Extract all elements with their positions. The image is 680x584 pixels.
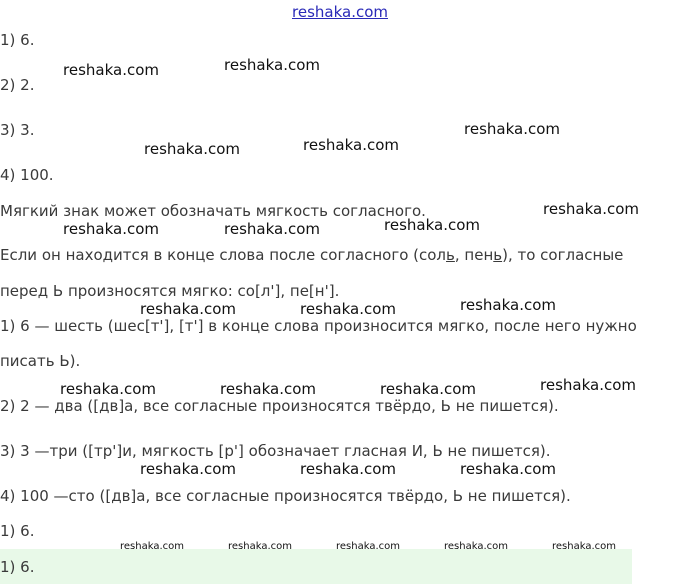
answer-highlight	[0, 549, 632, 584]
watermark: reshaka.com	[300, 460, 396, 478]
watermark-small: reshaka.com	[444, 541, 508, 552]
watermark: reshaka.com	[300, 300, 396, 318]
watermark: reshaka.com	[140, 300, 236, 318]
watermark: reshaka.com	[224, 220, 320, 238]
analysis-4: 4) 100 —сто ([дв]а, все согласные произносятся твёрдо, Ь не пишется).	[0, 487, 571, 505]
watermark-top[interactable]: reshaka.com	[292, 3, 388, 21]
analysis-1-line1: 1) 6 — шесть (шес[т'], [т'] в конце слова произносится мягко, после него нужно	[0, 317, 637, 335]
explanation-intro: Мягкий знак может обозначать мягкость согласного.	[0, 202, 426, 220]
watermark: reshaka.com	[380, 380, 476, 398]
soft-sign-underlined: ь	[446, 246, 455, 264]
watermark: reshaka.com	[60, 380, 156, 398]
watermark: reshaka.com	[460, 460, 556, 478]
rule-part-e: ), то согласные	[502, 246, 624, 264]
watermark: reshaka.com	[464, 120, 560, 138]
analysis-3: 3) 3 —три ([тр']и, мягкость [р'] обозначает гласная И, Ь не пишется).	[0, 442, 551, 460]
watermark: reshaka.com	[144, 140, 240, 158]
analysis-2: 2) 2 — два ([дв]а, все согласные произносятся твёрдо, Ь не пишется).	[0, 397, 559, 415]
soft-sign-underlined: ь	[493, 246, 503, 264]
option-1: 1) 6.	[0, 31, 35, 49]
watermark-small: reshaka.com	[552, 541, 616, 552]
rule-part-c: , пен	[454, 246, 494, 264]
watermark-small: reshaka.com	[120, 541, 184, 552]
watermark: reshaka.com	[540, 376, 636, 394]
watermark: reshaka.com	[384, 216, 480, 234]
option-3: 3) 3.	[0, 121, 35, 139]
answer-final: 1) 6.	[0, 558, 35, 576]
rule-part-a: Если он находится в конце слова после согласного (сол	[0, 246, 447, 264]
watermark: reshaka.com	[224, 56, 320, 74]
option-4: 4) 100.	[0, 166, 54, 184]
watermark: reshaka.com	[63, 61, 159, 79]
watermark-small: reshaka.com	[336, 541, 400, 552]
explanation-rule	[0, 246, 623, 264]
watermark: reshaka.com	[220, 380, 316, 398]
option-2: 2) 2.	[0, 76, 35, 94]
watermark: reshaka.com	[543, 200, 639, 218]
answer-repeat: 1) 6.	[0, 522, 35, 540]
analysis-1-line2: писать Ь).	[0, 352, 81, 370]
watermark-small: reshaka.com	[228, 541, 292, 552]
watermark: reshaka.com	[140, 460, 236, 478]
watermark: reshaka.com	[63, 220, 159, 238]
watermark: reshaka.com	[303, 136, 399, 154]
watermark: reshaka.com	[460, 296, 556, 314]
explanation-rule-cont: перед Ь произносятся мягко: со[л'], пе[н'].	[0, 282, 340, 300]
